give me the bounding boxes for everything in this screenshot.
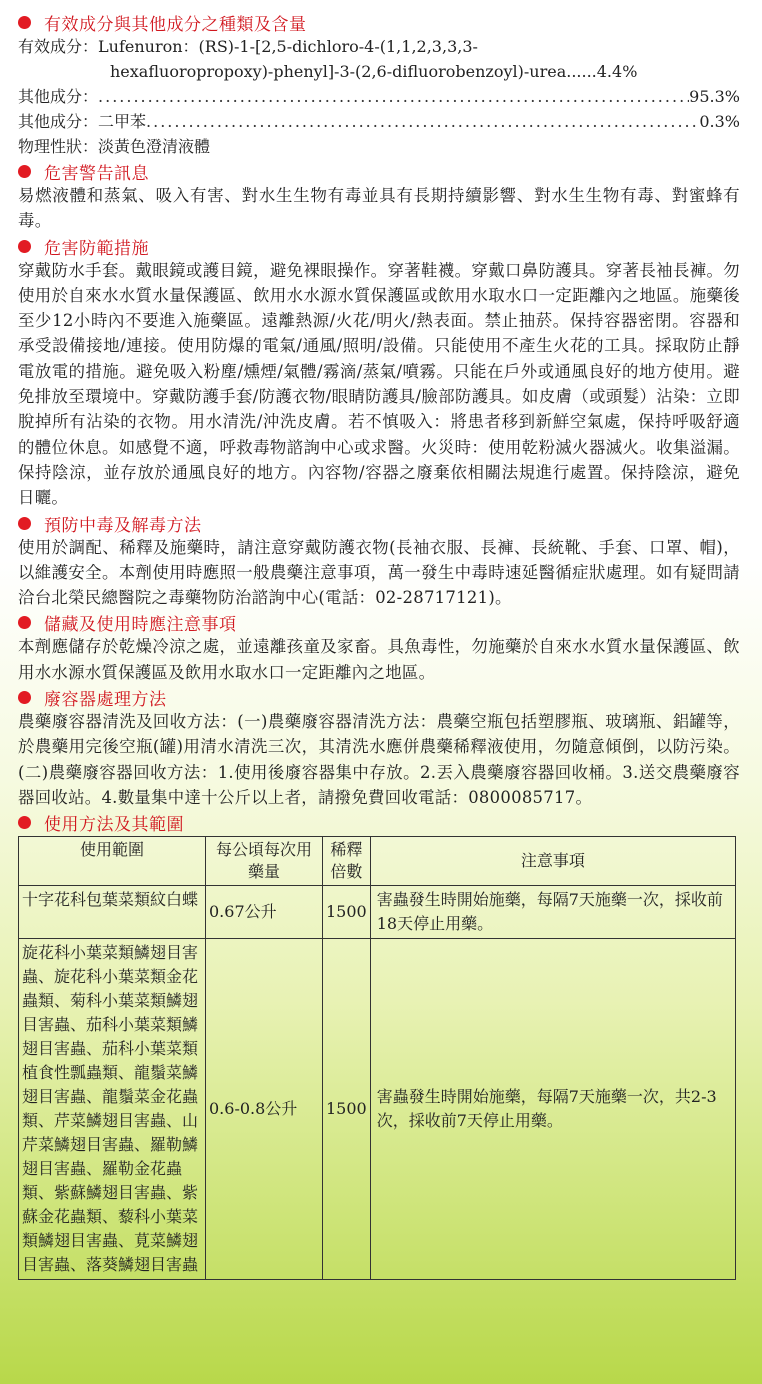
table-header-row <box>19 837 736 886</box>
other-ingredient-2: 其他成分：二甲苯 ..... 0.3% <box>18 109 740 134</box>
section-title: 危害防範措施 <box>44 238 149 259</box>
table-row <box>19 939 736 1280</box>
table-row <box>19 886 736 939</box>
cell-dilution: 1500 <box>323 939 371 1280</box>
other-ingredient-1-value: 95.3% <box>689 87 740 106</box>
leader-dots <box>98 84 689 109</box>
section-title: 危害警告訊息 <box>44 164 149 184</box>
bullet-dot-icon <box>18 616 31 629</box>
cell-dose: 0.6-0.8公升 <box>206 939 323 1280</box>
physical-state: 物理性狀：淡黃色澄清液體 <box>18 137 211 156</box>
storage-text: 本劑應儲存於乾燥冷涼之處，並遠離孩童及家畜。具魚毒性，勿施藥於自來水水質水量保護區、飲用水水源水質保護區及飲用水取水口一定距離內之地區。 <box>18 637 740 682</box>
cell-notes: 害蟲發生時開始施藥，每隔7天施藥一次，採收前18天停止用藥。 <box>370 886 735 939</box>
active-ingredient-line-2: hexafluoropropoxy)-phenyl]-3-(2,6-difluorobenzoyl)-urea......4.4% <box>110 62 638 81</box>
prevention-text: 穿戴防水手套。戴眼鏡或護目鏡，避免裸眼操作。穿著鞋襪。穿戴口鼻防護具。穿著長袖長褲。勿使用於自來水水質水量保護區、飲用水水源水質保護區或飲用水取水口一定距離內之地區。施藥後至少12小時內不要進入施藥區。遠離熱源/火花/明火/熱表面。禁止抽菸。保持容器密閉。容器和承受設備接地/連接。使用防爆的電氣/通風/照明/設備。只能使用不產生火花的工具。採取防止靜電放電的措施。避免吸入粉塵/燻煙/氣體/霧滴/蒸氣/噴霧。只能在戶外或通風良好的地方使用。避免排放至環境中。穿戴防護手套/防護衣物/眼睛防護具/臉部防護具。如皮膚（或頭髮）沾染：立即脫掉所有沾染的衣物。用水清洗/沖洗皮膚。若不慎吸入：將患者移到新鮮空氣處，保持呼吸舒適的體位休息。如感覺不適，呼救毒物諮詢中心或求醫。火災時：使用乾粉滅火器滅火。收集溢漏。保持陰涼，並存放於通風良好的地方。內容物/容器之廢棄依相關法規進行處置。保持陰涼，避免日曬。 <box>18 260 740 508</box>
active-ingredient-name: Lufenuron：(RS)-1-[2,5-dichloro-4-(1,1,2,3,3,3- <box>98 37 478 56</box>
section-header-storage <box>18 611 740 634</box>
section-header-usage <box>18 811 740 834</box>
section-header-disposal <box>18 686 740 709</box>
section-title: 儲藏及使用時應注意事項 <box>44 615 237 636</box>
leader-dots <box>146 109 699 134</box>
section-title: 有效成分與其他成分之種類及含量 <box>44 15 307 35</box>
header-scope: 使用範圍 <box>19 837 206 886</box>
section-header-prevention <box>18 235 740 258</box>
section-header-ingredients <box>18 11 740 34</box>
cell-scope: 十字花科包葉菜類紋白蝶 <box>19 886 206 939</box>
bullet-dot-icon <box>18 240 31 253</box>
cell-dilution: 1500 <box>323 886 371 939</box>
header-dilution: 稀釋倍數 <box>323 837 371 886</box>
header-notes: 注意事項 <box>370 837 735 886</box>
cell-dose: 0.67公升 <box>206 886 323 939</box>
section-title: 預防中毒及解毒方法 <box>44 515 202 536</box>
section-header-hazard <box>18 160 740 183</box>
other-ingredient-1: 其他成分： ..... 95.3% <box>18 84 740 109</box>
other-ingredient-2-value: 0.3% <box>699 112 740 131</box>
section-title: 廢容器處理方法 <box>44 690 167 711</box>
section-title: 使用方法及其範圍 <box>44 815 184 836</box>
bullet-dot-icon <box>18 165 31 178</box>
antidote-text: 使用於調配、稀釋及施藥時，請注意穿戴防護衣物(長袖衣服、長褲、長統靴、手套、口罩、帽)，以維護安全。本劑使用時應照一般農藥注意事項，萬一發生中毒時速延醫循症狀處理。如有疑問請洽台北榮民總醫院之毒藥物防治諮詢中心(電話：02-28717121)。 <box>18 537 740 608</box>
cell-notes: 害蟲發生時開始施藥，每隔7天施藥一次，共2-3次，採收前7天停止用藥。 <box>370 939 735 1280</box>
bullet-dot-icon <box>18 691 31 704</box>
bullet-dot-icon <box>18 517 31 530</box>
hazard-text: 易燃液體和蒸氣、吸入有害、對水生生物有毒並具有長期持續影響、對水生生物有毒、對蜜蜂有毒。 <box>18 186 740 231</box>
bullet-dot-icon <box>18 16 31 29</box>
usage-table <box>18 836 736 1280</box>
bullet-dot-icon <box>18 816 31 829</box>
disposal-text: 農藥廢容器清洗及回收方法：(一)農藥廢容器清洗方法：農藥空瓶包括塑膠瓶、玻璃瓶、鋁罐等，於農藥用完後空瓶(罐)用清水清洗三次，其清洗水應併農藥稀釋液使用，勿隨意傾倒，以防污染。(二)農藥廢容器回收方法：1.使用後廢容器集中存放。2.丟入農藥廢容器回收桶。3.送交農藥廢容器回收站。4.數量集中達十公斤以上者，請撥免費回收電話：0800085717。 <box>18 712 740 807</box>
section-header-antidote <box>18 512 740 535</box>
active-ingredient-line: 有效成分： Lufenuron：(RS)-1-[2,5-dichloro-4-(1,1,2,3,3,3- <box>18 34 740 59</box>
header-dose: 每公頃每次用藥量 <box>206 837 323 886</box>
cell-scope: 旋花科小葉菜類鱗翅目害蟲、旋花科小葉菜類金花蟲類、菊科小葉菜類鱗翅目害蟲、茄科小葉菜類鱗翅目害蟲、茄科小葉菜類植食性瓢蟲類、龍鬚菜鱗翅目害蟲、龍鬚菜金花蟲類、芹菜鱗翅目害蟲、山芹菜鱗翅目害蟲、羅勒鱗翅目害蟲、羅勒金花蟲類、紫蘇鱗翅目害蟲、紫蘇金花蟲類、藜科小葉菜類鱗翅目害蟲、莧菜鱗翅目害蟲、落葵鱗翅目害蟲 <box>19 939 206 1280</box>
